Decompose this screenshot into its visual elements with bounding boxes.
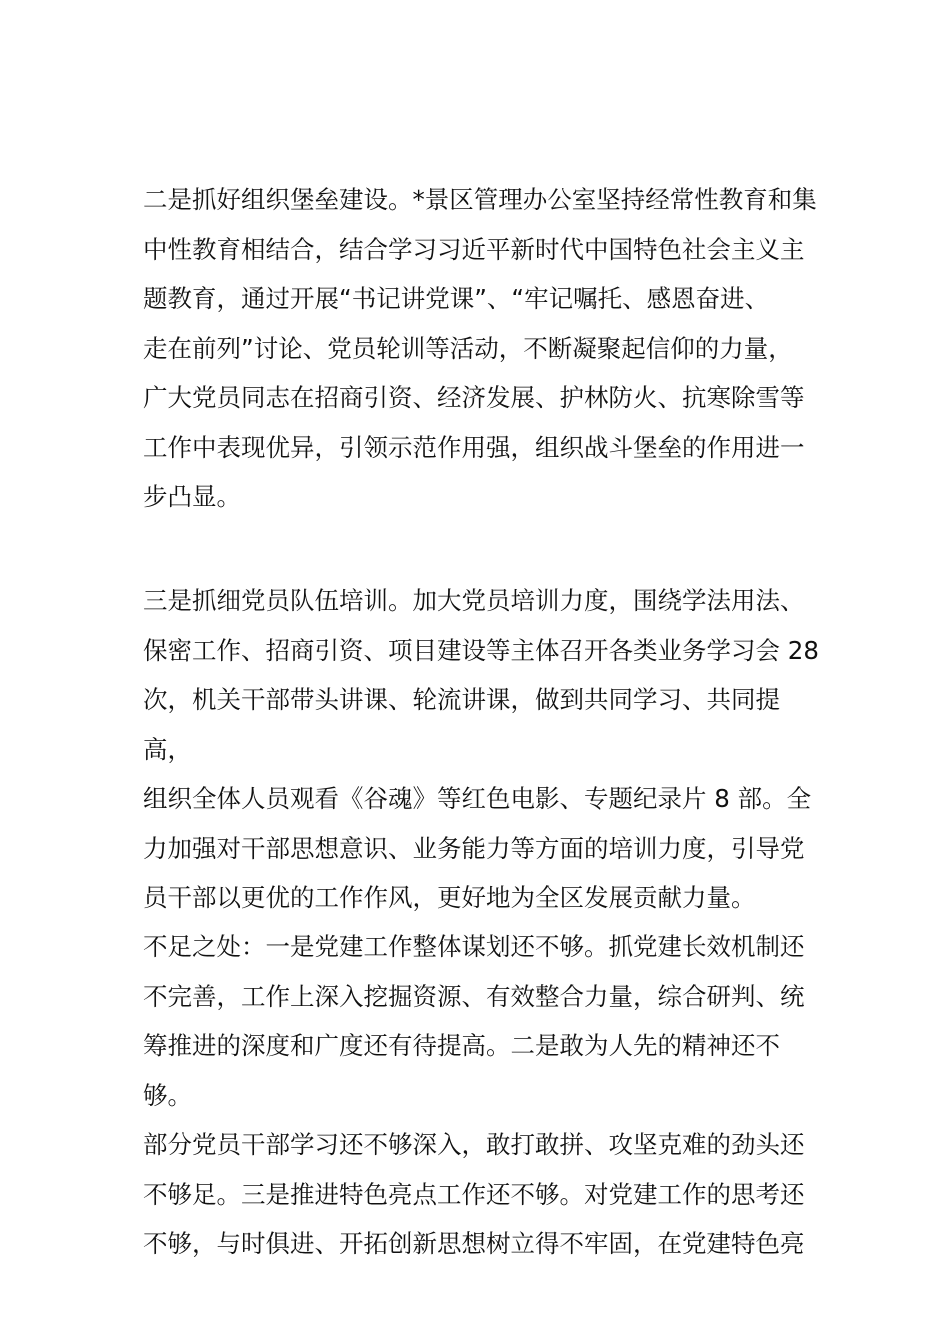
paragraph-organization-building: 二是抓好组织堡垒建设。*景区管理办公室坚持经常性教育和集 中性教育相结合，结合学习习近平新时代中国特色社会主义主 题教育，通过开展“书记讲党课”、“牢记嘱托、感恩奋进、 走在前列”讨论、党员轮训等活动，不断凝聚起信仰的力量， 广大党员同志在招商引资、经济发展、护林防火、抗寒除雪等 工作中表现优异，引领示范作用强，组织战斗堡垒的作用进一 步凸显。 <box>143 185 817 511</box>
paragraph-member-training: 三是抓细党员队伍培训。加大党员培训力度，围绕学法用法、 保密工作、招商引资、项目建设等主体召开各类业务学习会 28 次，机关干部带头讲课、轮流讲课，做到共同学习、共同提高， 组织全体人员观看《谷魂》等红色电影、专题纪录片 8 部。全 力加强对干部思想意识、业务能力等方面的培训力度，引导党 员干部以更优的工作作风，更好地为全区发展贡献力量。 <box>143 586 819 912</box>
paragraph-shortcomings: 不足之处：一是党建工作整体谋划还不够。抓党建长效机制还 不完善，工作上深入挖掘资源、有效整合力量，综合研判、统 筹推进的深度和广度还有待提高。二是敢为人先的精神还不够。 部分党员干部学习还不够深入，敢打敢拼、攻坚克难的劲头还 不够足。三是推进特色亮点工作还不够。对党建工作的思考还 不够，与时俱进、开拓创新思想树立得不牢固，在党建特色亮 <box>143 932 805 1258</box>
